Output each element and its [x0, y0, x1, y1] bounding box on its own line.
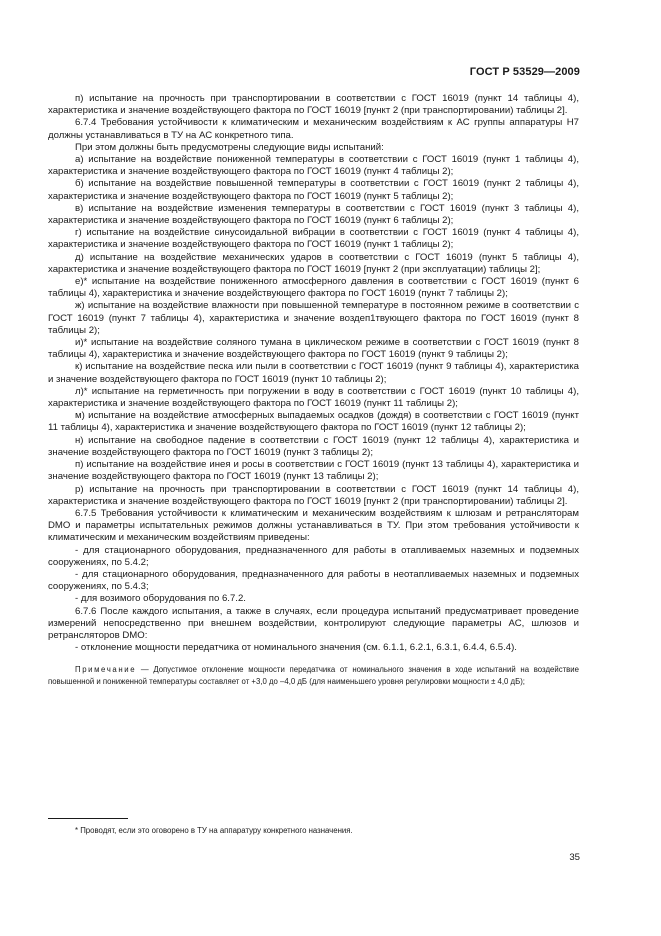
item-g: г) испытание на воздействие синусоидальной вибрации в соответствии с ГОСТ 16019 (пункт 4 таблицы 4), характеристика и значение воздействующего фактора по ГОСТ 16019 (пункт 1 таблицы 2);	[48, 227, 579, 251]
item-k: к) испытание на воздействие песка или пыли в соответствии с ГОСТ 16019 (пункт 9 таблицы 4), характеристика и значение воздействующего фактора по ГОСТ 16019 (пункт 10 таблицы 2);	[48, 361, 579, 385]
item-b: б) испытание на воздействие повышенной температуры в соответствии с ГОСТ 16019 (пункт 2 таблицы 4), характеристика и значение воздействующего фактора по ГОСТ 16019 (пункт 5 таблицы 2);	[48, 178, 579, 202]
item-n: н) испытание на свободное падение в соответствии с ГОСТ 16019 (пункт 12 таблицы 4), характеристика и значение воздействующего фактора по ГОСТ 16019 (пункт 3 таблицы 2);	[48, 434, 579, 458]
note-text: — Допустимое отклонение мощности передатчика от номинального значения в ходе испытаний на воздействие повышенной и пониженной температуры составляет от +3,0 до –4,0 дБ (для наименьшего уровня регулировки мощности ± 4,0 дБ);	[48, 665, 579, 686]
document-body	[48, 93, 579, 687]
item-r: р) испытание на прочность при транспортировании в соответствии с ГОСТ 16019 (пункт 14 таблицы 4), характеристика и значение воздействующего фактора по ГОСТ 16019 [пункт 2 (при транспортировании) таблицы 2].	[48, 483, 579, 507]
page-number: 35	[569, 852, 580, 863]
item-m: м) испытание на воздействие атмосферных выпадаемых осадков (дождя) в соответствии с ГОСТ 16019 (пункт 11 таблицы 4), характеристика и значение воздействующего фактора по ГОСТ 16019 (пункт 12 таблицы 2);	[48, 410, 579, 434]
note	[48, 664, 579, 686]
dash-item-heated: - для стационарного оборудования, предназначенного для работы в отапливаемых наземных и подземных сооружениях, по 5.4.2;	[48, 544, 579, 568]
item-zh: ж) испытание на воздействие влажности при повышенной температуре в постоянном режиме в соответствии с ГОСТ 16019 (пункт 7 таблицы 4), характеристика и значение воздеп1твующего фактора по ГОСТ 16019 (пункт 8 таблицы 2);	[48, 300, 579, 336]
dash-item-unheated: - для стационарного оборудования, предназначенного для работы в неотапливаемых наземных и подземных сооружениях, по 5.4.3;	[48, 568, 579, 593]
document-header: ГОСТ Р 53529—2009	[469, 66, 580, 78]
clause-6-7-5: 6.7.5 Требования устойчивости к климатическим и механическим воздействиям к шлюзам и ретрансляторам DMO и параметры испытательных режимов должны устанавливаться в ТУ. При этом требования устойчивости к климатическим и механическим воздействиям приведены:	[48, 507, 579, 544]
clause-6-7-4: 6.7.4 Требования устойчивости к климатическим и механическим воздействиям к АС группы аппаратуры Н7 должны устанавливаться в ТУ на АС конкретного типа.	[48, 117, 579, 141]
tests-intro: При этом должны быть предусмотрены следующие виды испытаний:	[75, 141, 384, 153]
item-p: п) испытание на воздействие инея и росы в соответствии с ГОСТ 16019 (пункт 13 таблицы 4), характеристика и значение воздействующего фактора по ГОСТ 16019 (пункт 13 таблицы 2);	[48, 459, 579, 483]
item-p-transport-prev: п) испытание на прочность при транспортировании в соответствии с ГОСТ 16019 (пункт 14 таблицы 4), характеристика и значение воздействующего фактора по ГОСТ 16019 [пункт 2 (при транспортировании) таблицы 2].	[48, 93, 579, 117]
item-e: е)* испытание на воздействие пониженного атмосферного давления в соответствии с ГОСТ 16019 (пункт 6 таблицы 4), характеристика и значение воздействующего фактора по ГОСТ 16019 (пункт 7 таблицы 2);	[48, 276, 579, 300]
note-label: Примечание	[75, 665, 137, 675]
dash-item-power-deviation: - отклонение мощности передатчика от номинального значения (см. 6.1.1, 6.2.1, 6.3.1, 6.4.4, 6.5.4).	[75, 642, 517, 654]
item-l: л)* испытание на герметичность при погружении в воду в соответствии с ГОСТ 16019 (пункт 10 таблицы 4), характеристика и значение воздействующего фактора по ГОСТ 16019 (пункт 11 таблицы 2);	[48, 385, 579, 410]
item-a: а) испытание на воздействие пониженной температуры в соответствии с ГОСТ 16019 (пункт 1 таблицы 4), характеристика и значение воздействующего фактора по ГОСТ 16019 (пункт 4 таблицы 2);	[48, 154, 579, 178]
item-v: в) испытание на воздействие изменения температуры в соответствии с ГОСТ 16019 (пункт 3 таблицы 4), характеристика и значение воздействующего фактора по ГОСТ 16019 (пункт 6 таблицы 2);	[48, 202, 579, 227]
item-i: и)* испытание на воздействие соляного тумана в циклическом режиме в соответствии с ГОСТ 16019 (пункт 8 таблицы 4), характеристика и значение воздействующего фактора по ГОСТ 16019 (пункт 9 таблицы 2);	[48, 337, 579, 361]
footnote-divider	[48, 818, 128, 819]
item-d: д) испытание на воздействие механических ударов в соответствии с ГОСТ 16019 (пункт 5 таблицы 4), характеристика и значение воздействующего фактора по ГОСТ 16019 [пункт 2 (при эксплуатации) таблицы 2];	[48, 251, 579, 275]
dash-item-mobile: - для возимого оборудования по 6.7.2.	[75, 593, 246, 605]
footnote: * Проводят, если это оговорено в ТУ на аппаратуру конкретного назначения.	[75, 826, 353, 835]
clause-6-7-6: 6.7.6 После каждого испытания, а также в случаях, если процедура испытаний предусматривает проведение измерений непосредственно при внешнем воздействии, контролируют следующие параметры АС, шлюзов и ретрансляторов DMO:	[48, 605, 579, 641]
